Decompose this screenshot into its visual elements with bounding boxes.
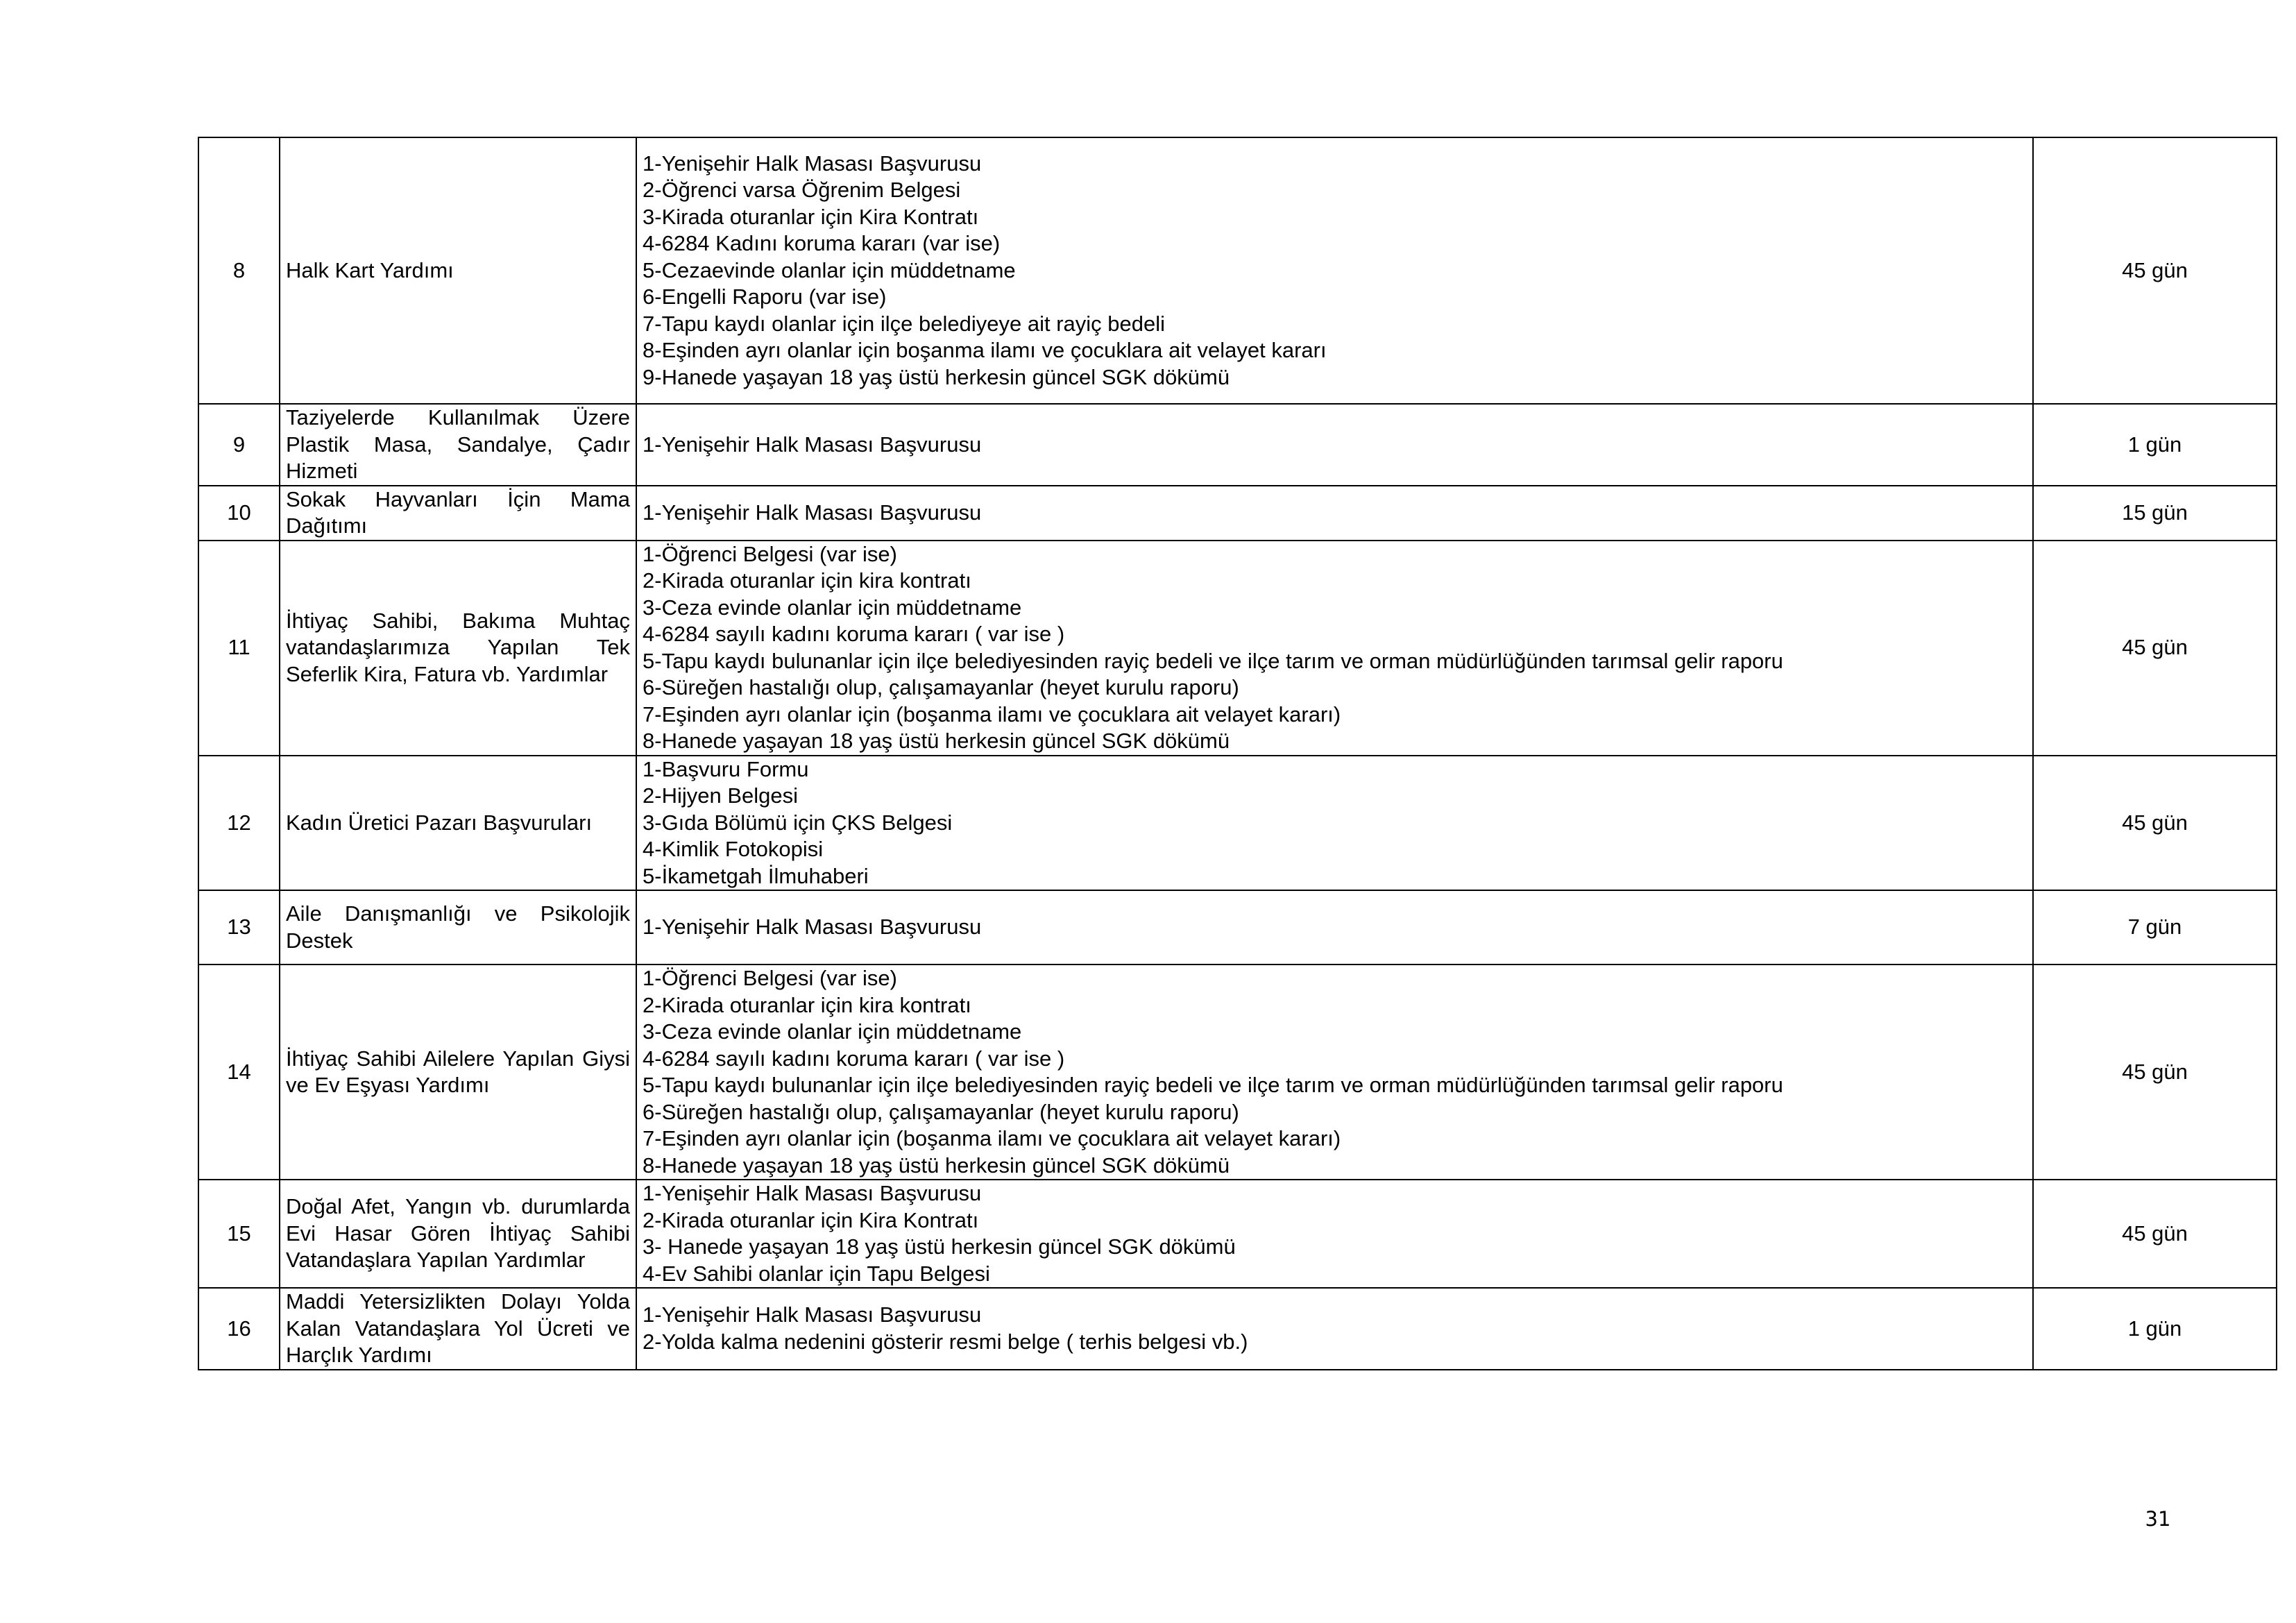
document-item: 8-Hanede yaşayan 18 yaş üstü herkesin güncel SGK dökümü [643, 729, 1230, 753]
services-table-body [198, 137, 2277, 1370]
document-item: 1-Öğrenci Belgesi (var ise) [643, 966, 897, 990]
completion-duration: 45 gün [2033, 541, 2277, 756]
document-item: 4-Ev Sahibi olanlar için Tapu Belgesi [643, 1261, 990, 1286]
document-item: 8-Hanede yaşayan 18 yaş üstü herkesin güncel SGK dökümü [643, 1153, 1230, 1178]
completion-duration: 15 gün [2033, 486, 2277, 541]
service-name: Halk Kart Yardımı [280, 137, 636, 404]
document-item: 7-Tapu kaydı olanlar için ilçe belediyeye ait rayiç bedeli [643, 311, 1166, 336]
document-item: 2-Yolda kalma nedenini gösterir resmi belge ( terhis belgesi vb.) [643, 1329, 1248, 1354]
document-item: 5-Cezaevinde olanlar için müddetname [643, 257, 1016, 282]
service-name: Aile Danışmanlığı ve Psikolojik Destek [280, 890, 636, 965]
document-item: 1-Başvuru Formu [643, 756, 809, 781]
document-item: 9-Hanede yaşayan 18 yaş üstü herkesin güncel SGK dökümü [643, 364, 1230, 389]
row-number: 14 [198, 965, 280, 1180]
service-name: İhtiyaç Sahibi, Bakıma Muhtaç vatandaşlarımıza Yapılan Tek Seferlik Kira, Fatura vb. Yardımlar [280, 541, 636, 756]
document-item: 1-Yenişehir Halk Masası Başvurusu [643, 432, 982, 457]
document-item: 1-Öğrenci Belgesi (var ise) [643, 541, 897, 566]
document-item: 4-Kimlik Fotokopisi [643, 837, 824, 861]
row-number: 11 [198, 541, 280, 756]
row-number: 8 [198, 137, 280, 404]
document-item: 3-Ceza evinde olanlar için müddetname [643, 595, 1022, 620]
table-row [198, 1180, 2277, 1288]
row-number: 10 [198, 486, 280, 541]
table-row [198, 756, 2277, 891]
table-row [198, 486, 2277, 541]
row-number: 13 [198, 890, 280, 965]
document-item: 2-Kirada oturanlar için kira kontratı [643, 992, 971, 1017]
document-item: 5-Tapu kaydı bulunanlar için ilçe belediyesinden rayiç bedeli ve ilçe tarım ve orman müdürlüğünden tarımsal gelir raporu [643, 1073, 1783, 1097]
required-documents [636, 890, 2033, 965]
service-name: Kadın Üretici Pazarı Başvuruları [280, 756, 636, 891]
document-item: 2-Öğrenci varsa Öğrenim Belgesi [643, 178, 961, 203]
document-item: 3- Hanede yaşayan 18 yaş üstü herkesin güncel SGK dökümü [643, 1234, 1236, 1259]
document-item: 1-Yenişehir Halk Masası Başvurusu [643, 1302, 982, 1327]
service-name: Doğal Afet, Yangın vb. durumlarda Evi Hasar Gören İhtiyaç Sahibi Vatandaşlara Yapılan Yardımlar [280, 1180, 636, 1288]
document-item: 3-Gıda Bölümü için ÇKS Belgesi [643, 810, 953, 835]
service-name: Sokak Hayvanları İçin Mama Dağıtımı [280, 486, 636, 541]
required-documents [636, 1288, 2033, 1370]
document-item: 1-Yenişehir Halk Masası Başvurusu [643, 500, 982, 525]
document-item: 4-6284 sayılı kadını koruma kararı ( var ise ) [643, 622, 1065, 646]
completion-duration: 45 gün [2033, 137, 2277, 404]
services-table [198, 137, 2277, 1370]
service-name: İhtiyaç Sahibi Ailelere Yapılan Giysi ve Ev Eşyası Yardımı [280, 965, 636, 1180]
document-item: 3-Kirada oturanlar için Kira Kontratı [643, 204, 979, 229]
page-number: 31 [2145, 1507, 2171, 1531]
document-item: 6-Engelli Raporu (var ise) [643, 284, 887, 309]
row-number: 12 [198, 756, 280, 891]
document-item: 5-İkametgah İlmuhaberi [643, 863, 869, 888]
document-item: 4-6284 Kadını koruma kararı (var ise) [643, 231, 1001, 256]
service-name: Maddi Yetersizlikten Dolayı Yolda Kalan Vatandaşlara Yol Ücreti ve Harçlık Yardımı [280, 1288, 636, 1370]
completion-duration: 45 gün [2033, 965, 2277, 1180]
required-documents [636, 137, 2033, 404]
document-item: 3-Ceza evinde olanlar için müddetname [643, 1019, 1022, 1044]
required-documents [636, 486, 2033, 541]
table-row [198, 137, 2277, 404]
row-number: 15 [198, 1180, 280, 1288]
document-item: 4-6284 sayılı kadını koruma kararı ( var ise ) [643, 1046, 1065, 1071]
required-documents [636, 1180, 2033, 1288]
table-row [198, 890, 2277, 965]
document-item: 2-Kirada oturanlar için Kira Kontratı [643, 1207, 979, 1232]
completion-duration: 1 gün [2033, 1288, 2277, 1370]
table-row [198, 541, 2277, 756]
document-item: 7-Eşinden ayrı olanlar için (boşanma ilamı ve çocuklara ait velayet kararı) [643, 1126, 1341, 1150]
table-row [198, 1288, 2277, 1370]
document-item: 1-Yenişehir Halk Masası Başvurusu [643, 1181, 982, 1205]
required-documents [636, 756, 2033, 891]
required-documents [636, 965, 2033, 1180]
completion-duration: 45 gün [2033, 1180, 2277, 1288]
row-number: 16 [198, 1288, 280, 1370]
document-item: 7-Eşinden ayrı olanlar için (boşanma ilamı ve çocuklara ait velayet kararı) [643, 702, 1341, 726]
document-item: 2-Kirada oturanlar için kira kontratı [643, 568, 971, 593]
table-row [198, 965, 2277, 1180]
completion-duration: 1 gün [2033, 404, 2277, 486]
completion-duration: 7 gün [2033, 890, 2277, 965]
document-item: 1-Yenişehir Halk Masası Başvurusu [643, 915, 982, 940]
required-documents [636, 404, 2033, 486]
document-item: 6-Süreğen hastalığı olup, çalışamayanlar (heyet kurulu raporu) [643, 675, 1239, 699]
table-row [198, 404, 2277, 486]
document-item: 5-Tapu kaydı bulunanlar için ilçe belediyesinden rayiç bedeli ve ilçe tarım ve orman müdürlüğünden tarımsal gelir raporu [643, 648, 1783, 673]
document-item: 1-Yenişehir Halk Masası Başvurusu [643, 151, 982, 176]
document-item: 8-Eşinden ayrı olanlar için boşanma ilamı ve çocuklara ait velayet kararı [643, 338, 1327, 363]
row-number: 9 [198, 404, 280, 486]
completion-duration: 45 gün [2033, 756, 2277, 891]
document-item: 2-Hijyen Belgesi [643, 783, 798, 808]
service-name: Taziyelerde Kullanılmak Üzere Plastik Masa, Sandalye, Çadır Hizmeti [280, 404, 636, 486]
required-documents [636, 541, 2033, 756]
document-item: 6-Süreğen hastalığı olup, çalışamayanlar (heyet kurulu raporu) [643, 1099, 1239, 1124]
